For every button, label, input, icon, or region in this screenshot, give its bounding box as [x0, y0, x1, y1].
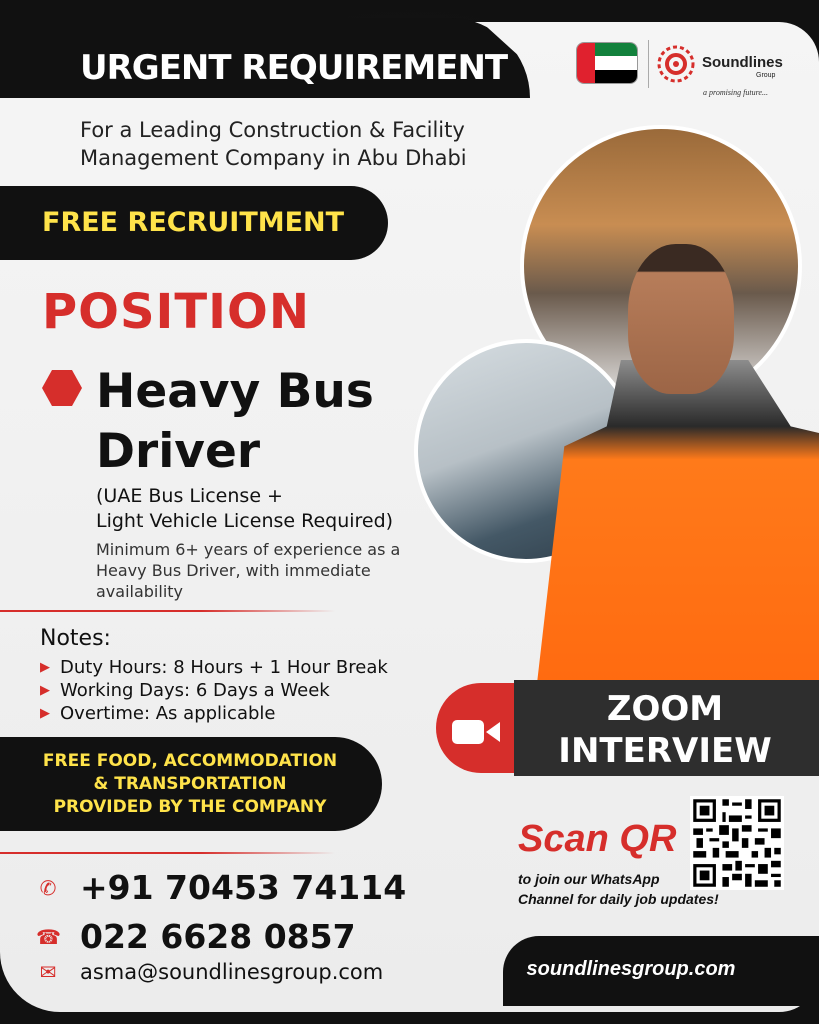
notes-list — [40, 656, 388, 725]
scan-qr-line-2: Channel for daily job updates! — [518, 891, 719, 907]
urgent-title: URGENT REQUIREMENT — [80, 48, 508, 88]
brand-group: Group — [756, 72, 776, 79]
triangle-bullet-icon: ▶ — [40, 706, 50, 721]
uae-flag-icon — [576, 42, 638, 84]
note-text: Duty Hours: 8 Hours + 1 Hour Break — [60, 657, 388, 678]
zoom-line-2: INTERVIEW — [558, 731, 772, 771]
section-divider — [0, 610, 335, 612]
benefits-text — [20, 750, 360, 819]
position-heading: POSITION — [42, 284, 310, 340]
scan-qr-line-1: to join our WhatsApp — [518, 871, 660, 887]
email-address[interactable]: asma@soundlinesgroup.com — [80, 960, 384, 984]
website-link[interactable]: soundlinesgroup.com — [526, 958, 736, 980]
landline-contact[interactable] — [36, 917, 356, 956]
note-text: Working Days: 6 Days a Week — [60, 680, 330, 701]
mobile-phone-icon: ✆ — [39, 875, 57, 900]
triangle-bullet-icon: ▶ — [40, 683, 50, 698]
subtitle-line-1: For a Leading Construction & Facility — [80, 118, 465, 142]
benefits-line-1: FREE FOOD, ACCOMMODATION — [42, 751, 338, 771]
list-item — [40, 702, 388, 725]
mobile-contact[interactable] — [36, 868, 406, 907]
email-icon: ✉ — [39, 960, 57, 984]
video-camera-icon — [452, 717, 500, 747]
license-requirement — [96, 484, 436, 534]
triangle-bullet-icon: ▶ — [40, 660, 50, 675]
job-title-line-2: Driver — [96, 424, 260, 479]
worker-portrait-photo — [628, 244, 734, 394]
notes-heading: Notes: — [40, 626, 111, 651]
telephone-icon: ☎ — [36, 924, 61, 949]
license-line-2: Light Vehicle License Required) — [96, 510, 394, 532]
benefits-line-3: PROVIDED BY THE COMPANY — [53, 797, 327, 817]
note-text: Overtime: As applicable — [60, 703, 276, 724]
experience-requirement: Minimum 6+ years of experience as a Heavy Bus Driver, with immediate availability — [96, 540, 401, 601]
mobile-number[interactable]: +91 70453 74114 — [80, 868, 407, 907]
benefits-line-2: & TRANSPORTATION — [93, 774, 287, 794]
list-item — [40, 656, 388, 679]
free-recruitment-label: FREE RECRUITMENT — [42, 207, 345, 238]
job-title — [96, 362, 426, 482]
qr-code-icon[interactable] — [690, 796, 784, 890]
list-item — [40, 679, 388, 702]
zoom-interview-text — [530, 688, 800, 772]
zoom-line-1: ZOOM — [606, 689, 724, 729]
license-line-1: (UAE Bus License + — [96, 485, 283, 507]
email-contact[interactable] — [36, 960, 383, 984]
subtitle-line-2: Management Company in Abu Dhabi — [80, 146, 467, 170]
section-divider — [0, 852, 335, 854]
company-subtitle — [80, 116, 540, 172]
logo-divider — [648, 40, 649, 88]
landline-number[interactable]: 022 6628 0857 — [80, 917, 356, 956]
scan-qr-heading: Scan QR — [518, 818, 677, 860]
soundlines-logo-icon — [656, 44, 696, 84]
brand-name: Soundlines — [702, 54, 783, 71]
brand-tagline: a promising future... — [703, 88, 768, 97]
job-title-line-1: Heavy Bus — [96, 364, 374, 419]
